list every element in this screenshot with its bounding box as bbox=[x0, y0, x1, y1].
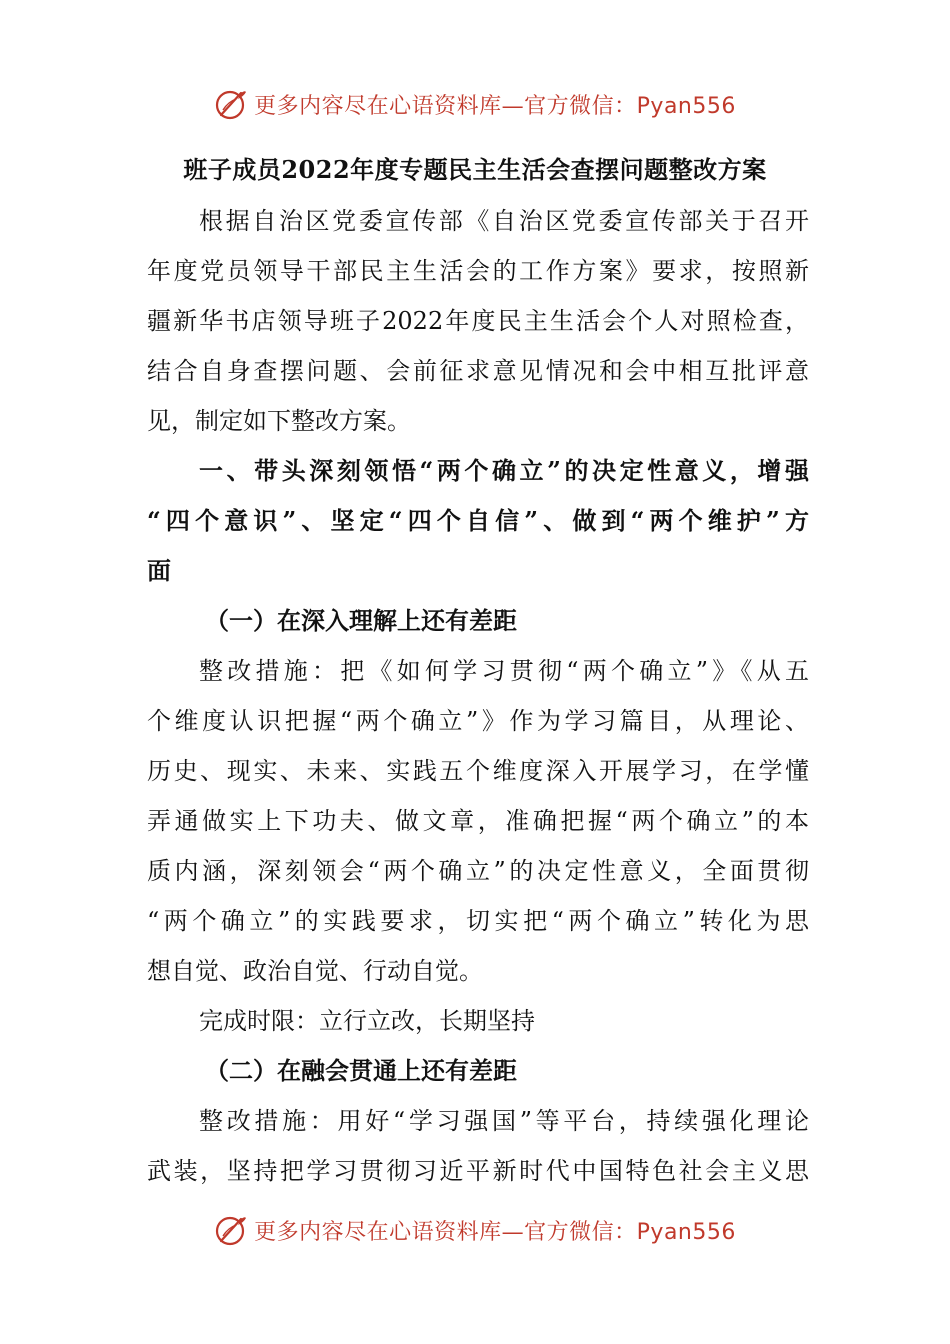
watermark-footer bbox=[0, 1210, 950, 1250]
text-line: （二）在融会贯通上还有差距 bbox=[205, 1056, 517, 1085]
text-line: 结合自身查摆问题、会前征求意见情况和会中相互批评意 bbox=[147, 357, 809, 385]
text-line: 质内涵，深刻领会“两个确立”的决定性意义，全面贯彻 bbox=[147, 857, 809, 885]
text-line: 整改措施：把《如何学习贯彻“两个确立”》《从五 bbox=[199, 657, 809, 685]
text-line: 年度党员领导干部民主生活会的工作方案》要求，按照新 bbox=[147, 257, 809, 285]
quill-pen-logo-icon bbox=[214, 1213, 248, 1247]
text-line: 想自觉、政治自觉、行动自觉。 bbox=[147, 957, 483, 985]
text-line: 见，制定如下整改方案。 bbox=[147, 407, 411, 435]
text-line: 疆新华书店领导班子2022年度民主生活会个人对照检查， bbox=[147, 307, 809, 335]
quill-pen-logo-icon bbox=[214, 87, 248, 121]
text-line: “四个意识”、坚定“四个自信”、做到“两个维护”方 bbox=[147, 506, 809, 535]
watermark-header bbox=[0, 84, 950, 124]
text-line: 历史、现实、未来、实践五个维度深入开展学习，在学懂 bbox=[147, 757, 809, 785]
text-line: 弄通做实上下功夫、做文章，准确把握“两个确立”的本 bbox=[147, 807, 809, 835]
document-title: 班子成员2022年度专题民主生活会查摆问题整改方案 bbox=[183, 155, 767, 184]
text-line: （一）在深入理解上还有差距 bbox=[205, 606, 517, 635]
text-line: 面 bbox=[147, 556, 171, 585]
watermark-text: 更多内容尽在心语资料库—官方微信：Pyan556 bbox=[254, 1219, 736, 1245]
text-line: 武装，坚持把学习贯彻习近平新时代中国特色社会主义思 bbox=[147, 1157, 809, 1185]
text-line: 根据自治区党委宣传部《自治区党委宣传部关于召开 bbox=[199, 207, 809, 235]
watermark-text: 更多内容尽在心语资料库—官方微信：Pyan556 bbox=[254, 93, 736, 119]
text-line: 完成时限：立行立改，长期坚持 bbox=[199, 1007, 535, 1035]
text-line: 个维度认识把握“两个确立”》作为学习篇目，从理论、 bbox=[147, 707, 809, 735]
text-line: 整改措施：用好“学习强国”等平台，持续强化理论 bbox=[199, 1107, 809, 1135]
text-line: “两个确立”的实践要求，切实把“两个确立”转化为思 bbox=[147, 907, 809, 935]
text-line: 一、带头深刻领悟“两个确立”的决定性意义，增强 bbox=[199, 456, 809, 485]
document-body bbox=[147, 196, 809, 1196]
